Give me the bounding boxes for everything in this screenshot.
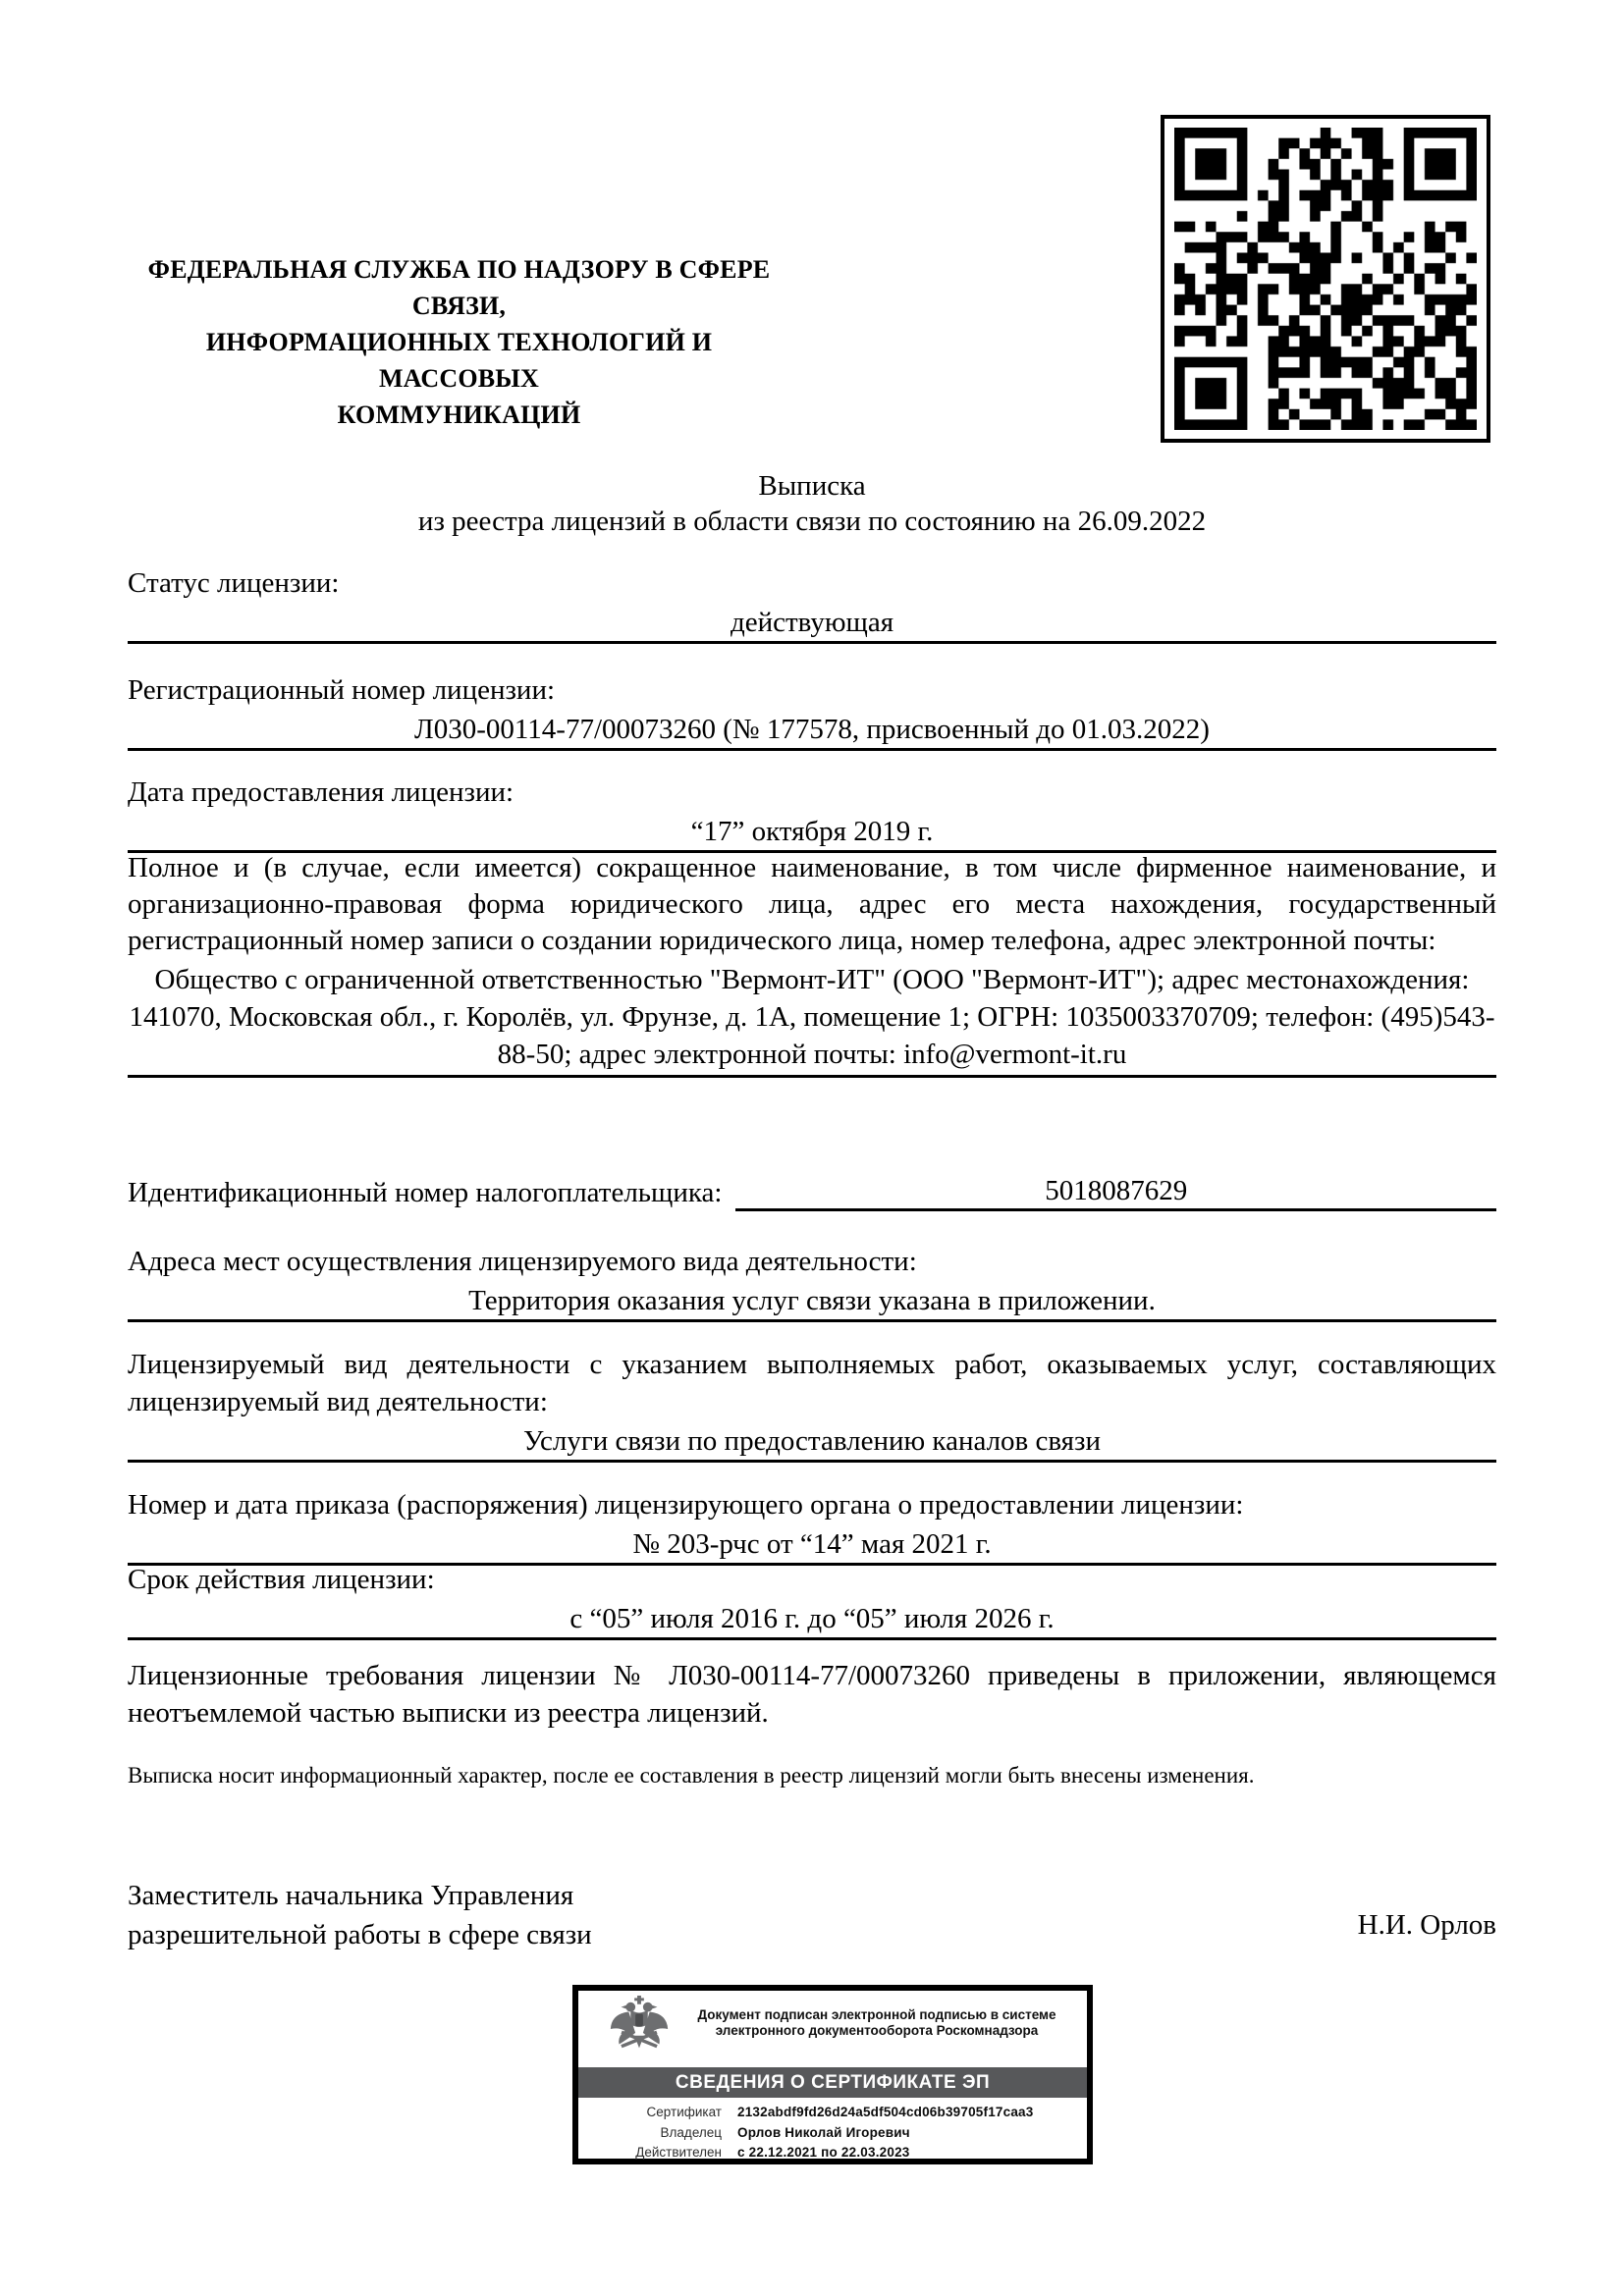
document-title: Выписка bbox=[758, 470, 866, 502]
field-activity-addresses bbox=[128, 1243, 1496, 1322]
field-label: Лицензируемый вид деятельности с указанием выполняемых работ, оказываемых услуг, составляющих лицензируемый вид деятельности: bbox=[128, 1349, 1496, 1417]
signer-name: Н.И. Орлов bbox=[1357, 1909, 1496, 1941]
field-order-number-date bbox=[128, 1486, 1496, 1566]
requirements-note: Лицензионные требования лицензии № Л030-00114-77/00073260 приведены в приложении, являющемся неотъемлемой частью выписки из реестра лицензий. bbox=[128, 1660, 1496, 1729]
field-licensed-activity bbox=[128, 1346, 1496, 1463]
field-taxpayer-id bbox=[128, 1174, 1496, 1211]
esign-stamp bbox=[572, 1985, 1093, 2164]
field-value: Л030-00114-77/00073260 (№ 177578, присвоенный до 01.03.2022) bbox=[128, 713, 1496, 751]
roskomnadzor-eagle-emblem-icon bbox=[606, 1995, 673, 2061]
field-label: Адреса мест осуществления лицензируемого вида деятельности: bbox=[128, 1246, 917, 1277]
qr-frame bbox=[1161, 115, 1490, 443]
field-value: № 203-рчс от “14” мая 2021 г. bbox=[128, 1527, 1496, 1566]
field-value: с “05” июля 2016 г. до “05” июля 2026 г. bbox=[128, 1602, 1496, 1640]
esign-statement: Документ подписан электронной подписью в системе электронного документооборота Роскомнадзора bbox=[697, 2007, 1056, 2038]
document-subtitle: из реестра лицензий в области связи по состоянию на 26.09.2022 bbox=[417, 506, 1207, 537]
field-validity-period bbox=[128, 1561, 1496, 1640]
field-label: Полное и (в случае, если имеется) сокращенное наименование, в том числе фирменное наименование, и организационно-правовая форма юридического лица, адрес его места нахождения, государственный регистрационный номер записи о создании юридического лица, номер телефона, адрес электронной почты: bbox=[128, 852, 1496, 956]
document-title-block bbox=[128, 468, 1496, 539]
certificate-row bbox=[578, 2123, 1087, 2144]
field-value: Общество с ограниченной ответственностью "Вермонт-ИТ" (ООО "Вермонт-ИТ"); адрес местонахождения: 141070, Московская обл., г. Королёв, ул. Фрунзе, д. 1А, помещение 1; ОГРН: 1035003370709; телефон: (495)543-88-50; адрес электронной почты: info@vermont-it.ru bbox=[128, 961, 1496, 1078]
informational-note: Выписка носит информационный характер, после ее составления в реестр лицензий могли быть внесены изменения. bbox=[128, 1763, 1255, 1788]
field-label: Номер и дата приказа (распоряжения) лицензирующего органа о предоставлении лицензии: bbox=[128, 1489, 1244, 1521]
field-registration-number bbox=[128, 671, 1496, 751]
field-licensee-details bbox=[128, 850, 1496, 1078]
certificate-label: Сертификат bbox=[646, 2105, 722, 2119]
certificate-row bbox=[578, 2143, 1087, 2163]
field-license-status bbox=[128, 564, 1496, 644]
signer-position: Заместитель начальника Управления разрешительной работы в сфере связи bbox=[128, 1880, 592, 1950]
owner-label: Владелец bbox=[660, 2124, 722, 2140]
field-label: Статус лицензии: bbox=[128, 567, 340, 599]
field-label: Идентификационный номер налогоплательщика: bbox=[128, 1177, 723, 1208]
certificate-banner: СВЕДЕНИЯ О СЕРТИФИКАТЕ ЭП bbox=[578, 2067, 1087, 2098]
field-grant-date bbox=[128, 774, 1496, 853]
field-label: Дата предоставления лицензии: bbox=[128, 776, 514, 808]
agency-header: ФЕДЕРАЛЬНАЯ СЛУЖБА ПО НАДЗОРУ В СФЕРЕ СВЯЗИ, ИНФОРМАЦИОННЫХ ТЕХНОЛОГИЙ И МАССОВЫХ КОММУНИКАЦИЙ bbox=[147, 255, 771, 429]
valid-label: Действителен bbox=[635, 2145, 722, 2160]
esign-stamp-header bbox=[578, 1991, 1087, 2067]
certificate-value: 2132abdf9fd26d24a5df504cd06b39705f17caa3 bbox=[737, 2105, 1034, 2119]
field-label: Регистрационный номер лицензии: bbox=[128, 674, 556, 706]
field-value: действующая bbox=[128, 606, 1496, 644]
field-value: “17” октября 2019 г. bbox=[128, 815, 1496, 853]
qr-code-icon bbox=[1174, 128, 1477, 430]
valid-value: с 22.12.2021 по 22.03.2023 bbox=[737, 2145, 910, 2160]
field-value: Услуги связи по предоставлению каналов связи bbox=[128, 1424, 1496, 1463]
field-value: Территория оказания услуг связи указана в приложении. bbox=[128, 1284, 1496, 1322]
field-value: 5018087629 bbox=[735, 1176, 1496, 1211]
certificate-row bbox=[578, 2103, 1087, 2123]
certificate-info bbox=[578, 2098, 1087, 2163]
owner-value: Орлов Николай Игоревич bbox=[737, 2124, 910, 2140]
field-label: Срок действия лицензии: bbox=[128, 1564, 435, 1595]
